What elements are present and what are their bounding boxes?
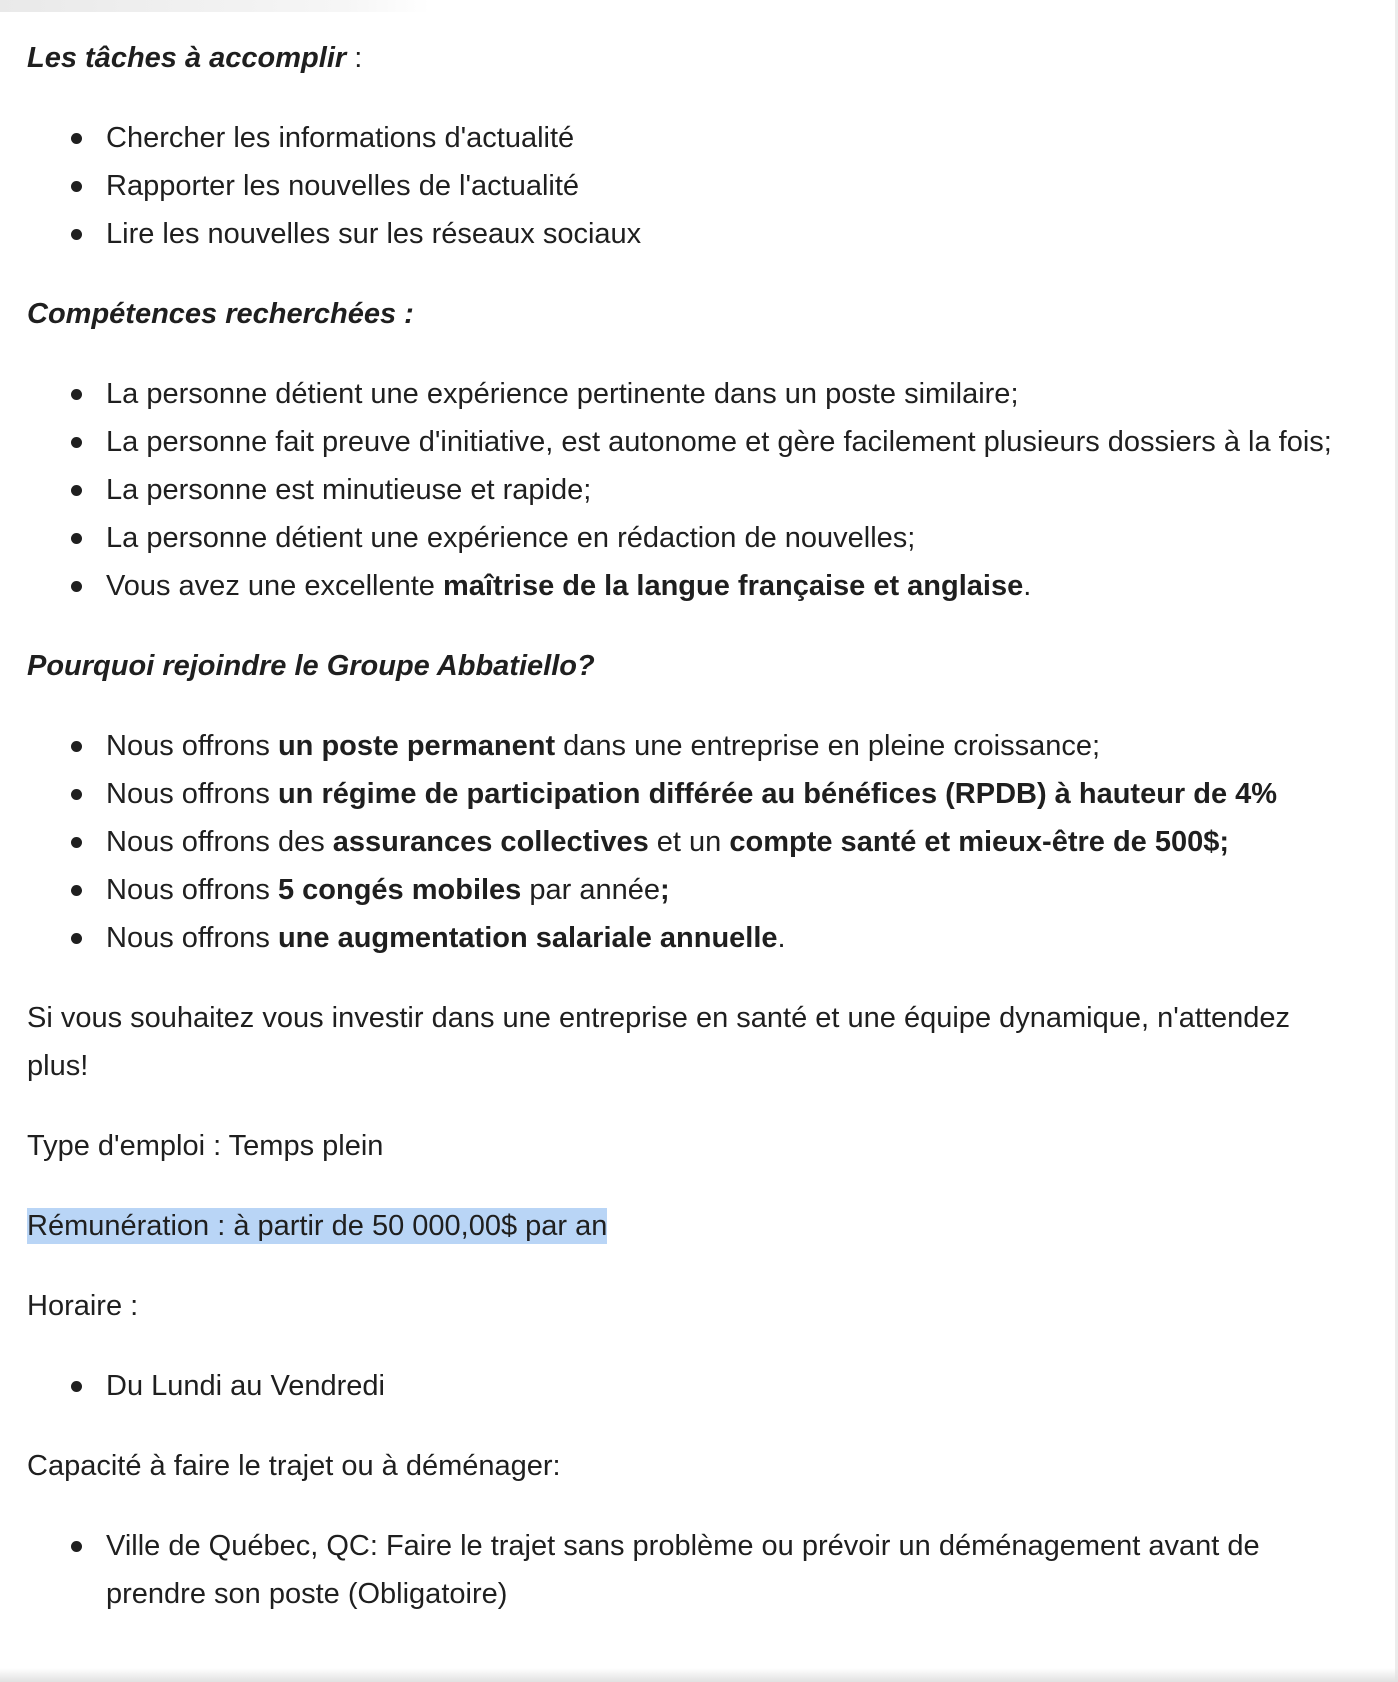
- list-item-text-prefix: Nous offrons: [106, 730, 278, 762]
- list-item: [27, 562, 1347, 610]
- bottom-scroll-shadow: [0, 1668, 1398, 1682]
- tasks-heading-text: Les tâches à accomplir: [27, 42, 347, 74]
- commute-label: Capacité à faire le trajet ou à déménager:: [27, 1450, 561, 1482]
- list-item-text-middle: et un: [648, 826, 730, 858]
- list-item-text-bold-end: ;: [659, 874, 670, 906]
- bullet-icon: [71, 741, 82, 752]
- list-item-text-bold: 5 congés mobiles: [277, 874, 522, 906]
- list-item-text-prefix: Nous offrons: [106, 874, 278, 906]
- job-description: [27, 34, 1347, 1650]
- list-item-text-suffix: dans une entreprise en pleine croissance;: [555, 730, 1101, 762]
- list-item: [27, 818, 1347, 866]
- top-scroll-shadow: [0, 0, 430, 12]
- list-item: [27, 114, 1347, 162]
- bullet-icon: [71, 133, 82, 144]
- bullet-icon: [71, 933, 82, 944]
- list-item-text: Lire les nouvelles sur les réseaux sociaux: [106, 218, 642, 250]
- bullet-icon: [71, 389, 82, 400]
- bullet-icon: [71, 789, 82, 800]
- list-item: [27, 866, 1347, 914]
- list-item: [27, 466, 1347, 514]
- bullet-icon: [71, 437, 82, 448]
- list-item: [27, 370, 1347, 418]
- list-item-text-bold: un régime de participation différée au bénéfices (RPDB) à hauteur de 4%: [277, 778, 1278, 810]
- list-item: [27, 770, 1347, 818]
- list-item: [27, 210, 1347, 258]
- list-item-text: Rapporter les nouvelles de l'actualité: [106, 170, 580, 202]
- list-item-text-prefix: Nous offrons des: [106, 826, 333, 858]
- skills-list: [27, 370, 1347, 610]
- bullet-icon: [71, 181, 82, 192]
- bullet-icon: [71, 533, 82, 544]
- tasks-heading: [27, 34, 1347, 82]
- list-item-text-suffix: .: [1023, 570, 1032, 602]
- bullet-icon: [71, 885, 82, 896]
- list-item-text-prefix: Vous avez une excellente: [106, 570, 443, 602]
- list-item: [27, 722, 1347, 770]
- salary-paragraph: [27, 1202, 1347, 1250]
- list-item-text: La personne détient une expérience en rédaction de nouvelles;: [106, 522, 916, 554]
- list-item: [27, 914, 1347, 962]
- bullet-icon: [71, 485, 82, 496]
- list-item-text: Chercher les informations d'actualité: [106, 122, 575, 154]
- list-item: [27, 1522, 1347, 1618]
- list-item-text: Du Lundi au Vendredi: [106, 1370, 385, 1402]
- schedule-list: [27, 1362, 1347, 1410]
- skills-heading: Compétences recherchées :: [27, 298, 414, 330]
- tasks-heading-colon: :: [346, 42, 363, 74]
- list-item-text-suffix: .: [777, 922, 786, 954]
- bullet-icon: [71, 229, 82, 240]
- benefits-list: [27, 722, 1347, 962]
- list-item-text: La personne détient une expérience pertinente dans un poste similaire;: [106, 378, 1019, 410]
- list-item-text-suffix: par année: [521, 874, 660, 906]
- list-item: [27, 1362, 1347, 1410]
- tasks-list: [27, 114, 1347, 258]
- commute-list: [27, 1522, 1347, 1618]
- list-item: [27, 514, 1347, 562]
- salary-selected-text[interactable]: Rémunération : à partir de 50 000,00$ par an: [27, 1210, 608, 1242]
- list-item: [27, 162, 1347, 210]
- list-item: [27, 418, 1347, 466]
- why-heading: Pourquoi rejoindre le Groupe Abbatiello?: [27, 650, 595, 682]
- bullet-icon: [71, 1541, 82, 1552]
- job-type: Type d'emploi : Temps plein: [27, 1130, 384, 1162]
- list-item-text-prefix: Nous offrons: [106, 778, 278, 810]
- list-item-text-bold: une augmentation salariale annuelle: [277, 922, 778, 954]
- bullet-icon: [71, 581, 82, 592]
- closing-paragraph: Si vous souhaitez vous investir dans une entreprise en santé et une équipe dynamique, n'attendez plus!: [27, 1002, 1291, 1082]
- list-item-text: La personne est minutieuse et rapide;: [106, 474, 592, 506]
- bullet-icon: [71, 1381, 82, 1392]
- list-item-text-bold: un poste permanent: [277, 730, 556, 762]
- list-item-text-bold-2: compte santé et mieux-être de 500$;: [729, 826, 1230, 858]
- schedule-label: Horaire :: [27, 1290, 139, 1322]
- list-item-text-bold: maîtrise de la langue française et anglaise: [442, 570, 1024, 602]
- list-item-text: Ville de Québec, QC: Faire le trajet sans problème ou prévoir un déménagement avant de prendre son poste (Obligatoire): [106, 1530, 1260, 1610]
- list-item-text-prefix: Nous offrons: [106, 922, 278, 954]
- bullet-icon: [71, 837, 82, 848]
- list-item-text-bold: assurances collectives: [332, 826, 649, 858]
- list-item-text: La personne fait preuve d'initiative, est autonome et gère facilement plusieurs dossiers à la fois;: [106, 426, 1332, 458]
